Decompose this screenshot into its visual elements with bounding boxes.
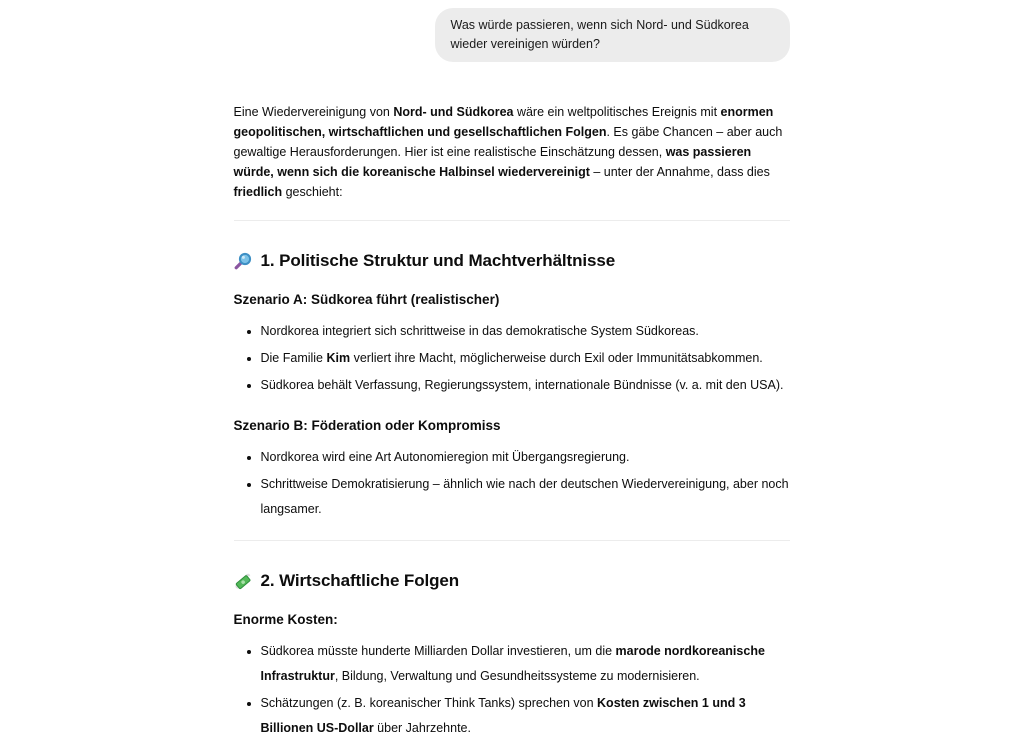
section-2-title: 2. Wirtschaftliche Folgen — [260, 571, 460, 590]
list-item: Schätzungen (z. B. koreanischer Think Tanks) sprechen von Kosten zwischen 1 und 3 Billionen US-Dollar über Jahrzehnte. — [261, 691, 790, 741]
list-item: Nordkorea integriert sich schrittweise in das demokratische System Südkoreas. — [261, 319, 790, 344]
subsection-costs-heading: Enorme Kosten: — [233, 612, 338, 627]
magnifying-glass-icon — [234, 252, 252, 270]
list-item: Die Familie Kim verliert ihre Macht, möglicherweise durch Exil oder Immunitätsabkommen. — [261, 346, 790, 371]
costs-list — [234, 639, 790, 741]
subsection-scenario-a-heading: Szenario A: Südkorea führt (realistischer) — [233, 292, 500, 307]
section-2-heading — [234, 570, 790, 592]
scenario-a-list — [234, 319, 790, 398]
subsection-scenario-b-heading: Szenario B: Föderation oder Kompromiss — [233, 418, 501, 433]
assistant-message — [234, 102, 790, 741]
list-item: Nordkorea wird eine Art Autonomieregion mit Übergangsregierung. — [261, 445, 790, 470]
section-political-structure — [234, 250, 790, 522]
list-item: Schrittweise Demokratisierung – ähnlich wie nach der deutschen Wiedervereinigung, aber noch langsamer. — [261, 472, 790, 522]
list-item: Südkorea müsste hunderte Milliarden Dollar investieren, um die marode nordkoreanische Infrastruktur, Bildung, Verwaltung und Gesundheitssysteme zu modernisieren. — [261, 639, 790, 689]
user-message-bubble — [435, 8, 790, 62]
money-with-wings-icon — [234, 572, 252, 590]
intro-paragraph: Eine Wiedervereinigung von Nord- und Südkorea wäre ein weltpolitisches Ereignis mit enormen geopolitischen, wirtschaftlichen und gesellschaftlichen Folgen. Es gäbe Chancen – aber auch gewaltige Herausforderungen. Hier ist eine realistische Einschätzung dessen, was passieren würde, wenn sich die koreanische Halbinsel wiedervereinigt – unter der Annahme, dass dies friedlich geschieht: — [233, 105, 783, 199]
scenario-b-list — [234, 445, 790, 522]
user-message-text: Was würde passieren, wenn sich Nord- und Südkorea wieder vereinigen würden? — [450, 18, 749, 51]
list-item: Südkorea behält Verfassung, Regierungssystem, internationale Bündnisse (v. a. mit den USA). — [261, 373, 790, 398]
user-message-row — [234, 0, 790, 62]
section-economic-consequences — [234, 570, 790, 741]
section-1-heading — [234, 250, 790, 272]
section-divider — [234, 540, 790, 541]
section-1-title: 1. Politische Struktur und Machtverhältnisse — [260, 251, 616, 270]
chat-conversation — [234, 0, 790, 741]
section-divider — [234, 220, 790, 221]
